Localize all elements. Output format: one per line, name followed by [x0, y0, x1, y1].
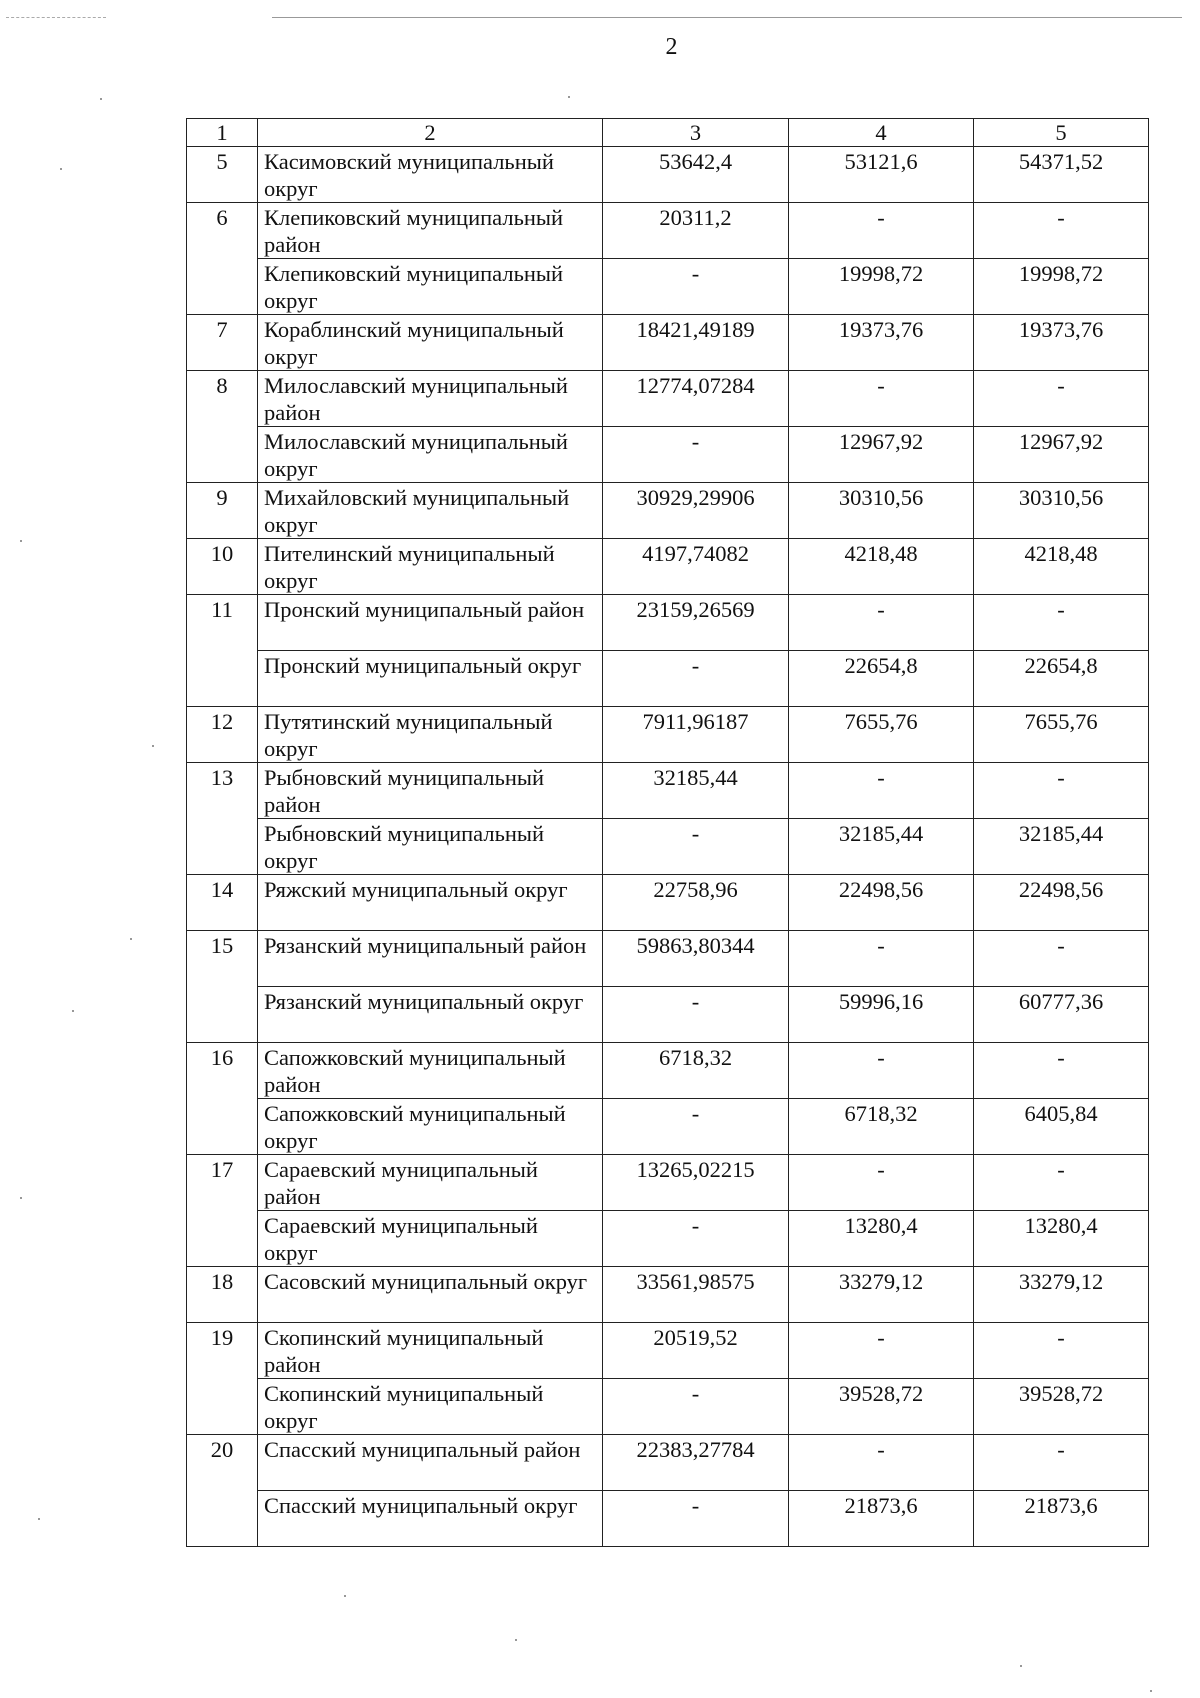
value-col5-cell: 4218,48	[974, 539, 1149, 595]
municipality-name-cell: Скопинский муниципальный район	[258, 1323, 603, 1379]
value-col3-cell: 23159,26569	[603, 595, 789, 651]
row-number-cell: 9	[187, 483, 258, 539]
row-number-cell: 20	[187, 1435, 258, 1547]
table-body	[187, 119, 1149, 1547]
header-cell-5: 5	[974, 119, 1149, 147]
row-number-cell: 13	[187, 763, 258, 875]
value-col5-cell: -	[974, 595, 1149, 651]
value-col4-cell: 21873,6	[789, 1491, 974, 1547]
table-row	[187, 931, 1149, 987]
table-row	[187, 595, 1149, 651]
value-col4-cell: 13280,4	[789, 1211, 974, 1267]
value-col5-cell: 30310,56	[974, 483, 1149, 539]
value-col3-cell: 30929,29906	[603, 483, 789, 539]
value-col3-cell: -	[603, 427, 789, 483]
table-row	[187, 1491, 1149, 1547]
value-col4-cell: -	[789, 595, 974, 651]
header-cell-3: 3	[603, 119, 789, 147]
row-number-cell: 8	[187, 371, 258, 483]
table-row	[187, 1435, 1149, 1491]
scan-edge-mark-left	[6, 17, 106, 18]
value-col3-cell: 18421,49189	[603, 315, 789, 371]
value-col4-cell: 19373,76	[789, 315, 974, 371]
table-row	[187, 371, 1149, 427]
value-col5-cell: 22654,8	[974, 651, 1149, 707]
header-cell-2: 2	[258, 119, 603, 147]
value-col3-cell: 20311,2	[603, 203, 789, 259]
row-number-cell: 5	[187, 147, 258, 203]
table-row	[187, 1211, 1149, 1267]
value-col3-cell: 22383,27784	[603, 1435, 789, 1491]
value-col3-cell: -	[603, 1211, 789, 1267]
scan-speck	[344, 1595, 346, 1597]
row-number-cell: 14	[187, 875, 258, 931]
value-col4-cell: 4218,48	[789, 539, 974, 595]
municipality-name-cell: Пронский муниципальный район	[258, 595, 603, 651]
page-number: 2	[665, 34, 678, 60]
value-col4-cell: 7655,76	[789, 707, 974, 763]
municipality-name-cell: Скопинский муниципальный округ	[258, 1379, 603, 1435]
municipality-name-cell: Пронский муниципальный округ	[258, 651, 603, 707]
scan-speck	[515, 1639, 517, 1641]
value-col4-cell: 22498,56	[789, 875, 974, 931]
table-row	[187, 147, 1149, 203]
table-row	[187, 987, 1149, 1043]
table-header-row	[187, 119, 1149, 147]
scan-speck	[130, 938, 132, 940]
value-col5-cell: 22498,56	[974, 875, 1149, 931]
municipality-name-cell: Кораблинский муниципальный округ	[258, 315, 603, 371]
value-col5-cell: -	[974, 1435, 1149, 1491]
value-col3-cell: 22758,96	[603, 875, 789, 931]
value-col3-cell: -	[603, 1099, 789, 1155]
value-col3-cell: 20519,52	[603, 1323, 789, 1379]
municipality-name-cell: Сапожковский муниципальный район	[258, 1043, 603, 1099]
municipality-name-cell: Пителинский муниципальный округ	[258, 539, 603, 595]
municipality-name-cell: Путятинский муниципальный округ	[258, 707, 603, 763]
value-col4-cell: -	[789, 1043, 974, 1099]
value-col4-cell: 30310,56	[789, 483, 974, 539]
value-col3-cell: 32185,44	[603, 763, 789, 819]
value-col4-cell: -	[789, 1323, 974, 1379]
municipality-name-cell: Касимовский муниципальный округ	[258, 147, 603, 203]
value-col5-cell: 13280,4	[974, 1211, 1149, 1267]
table-row	[187, 259, 1149, 315]
scan-edge-mark	[272, 17, 1182, 18]
municipality-name-cell: Ряжский муниципальный округ	[258, 875, 603, 931]
scan-speck	[100, 98, 102, 100]
municipality-name-cell: Сараевский муниципальный округ	[258, 1211, 603, 1267]
value-col5-cell: 33279,12	[974, 1267, 1149, 1323]
header-cell-4: 4	[789, 119, 974, 147]
value-col5-cell: -	[974, 1155, 1149, 1211]
value-col3-cell: 6718,32	[603, 1043, 789, 1099]
value-col4-cell: 59996,16	[789, 987, 974, 1043]
value-col3-cell: -	[603, 819, 789, 875]
value-col3-cell: 4197,74082	[603, 539, 789, 595]
row-number-cell: 15	[187, 931, 258, 1043]
value-col4-cell: 19998,72	[789, 259, 974, 315]
table-row	[187, 875, 1149, 931]
row-number-cell: 10	[187, 539, 258, 595]
value-col4-cell: -	[789, 763, 974, 819]
value-col5-cell: 12967,92	[974, 427, 1149, 483]
table-row	[187, 763, 1149, 819]
value-col5-cell: -	[974, 1043, 1149, 1099]
municipality-name-cell: Сасовский муниципальный округ	[258, 1267, 603, 1323]
value-col4-cell: 53121,6	[789, 147, 974, 203]
table-row	[187, 1043, 1149, 1099]
value-col4-cell: -	[789, 1155, 974, 1211]
value-col5-cell: 54371,52	[974, 147, 1149, 203]
municipality-name-cell: Клепиковский муниципальный округ	[258, 259, 603, 315]
value-col5-cell: 60777,36	[974, 987, 1149, 1043]
scan-speck	[568, 96, 570, 98]
table-row	[187, 1267, 1149, 1323]
scan-speck	[72, 1010, 74, 1012]
value-col3-cell: 59863,80344	[603, 931, 789, 987]
row-number-cell: 16	[187, 1043, 258, 1155]
value-col5-cell: -	[974, 763, 1149, 819]
value-col3-cell: -	[603, 651, 789, 707]
table-row	[187, 1099, 1149, 1155]
value-col5-cell: -	[974, 203, 1149, 259]
value-col5-cell: 6405,84	[974, 1099, 1149, 1155]
value-col5-cell: 7655,76	[974, 707, 1149, 763]
header-cell-1: 1	[187, 119, 258, 147]
value-col3-cell: 33561,98575	[603, 1267, 789, 1323]
table-row	[187, 427, 1149, 483]
table-row	[187, 315, 1149, 371]
municipality-name-cell: Рязанский муниципальный округ	[258, 987, 603, 1043]
value-col4-cell: 12967,92	[789, 427, 974, 483]
table-row	[187, 1323, 1149, 1379]
table-row	[187, 819, 1149, 875]
municipality-name-cell: Сапожковский муниципальный округ	[258, 1099, 603, 1155]
table-row	[187, 203, 1149, 259]
value-col5-cell: 32185,44	[974, 819, 1149, 875]
row-number-cell: 17	[187, 1155, 258, 1267]
data-table	[186, 118, 1149, 1547]
row-number-cell: 19	[187, 1323, 258, 1435]
value-col4-cell: -	[789, 1435, 974, 1491]
municipality-name-cell: Сараевский муниципальный район	[258, 1155, 603, 1211]
value-col3-cell: 7911,96187	[603, 707, 789, 763]
municipality-name-cell: Рыбновский муниципальный район	[258, 763, 603, 819]
value-col3-cell: 13265,02215	[603, 1155, 789, 1211]
value-col4-cell: 39528,72	[789, 1379, 974, 1435]
value-col5-cell: 19998,72	[974, 259, 1149, 315]
scan-speck	[152, 745, 154, 747]
municipality-name-cell: Милославский муниципальный район	[258, 371, 603, 427]
scan-speck	[1020, 1665, 1022, 1667]
table-row	[187, 539, 1149, 595]
municipality-name-cell: Милославский муниципальный округ	[258, 427, 603, 483]
municipality-name-cell: Спасский муниципальный округ	[258, 1491, 603, 1547]
row-number-cell: 11	[187, 595, 258, 707]
value-col4-cell: -	[789, 371, 974, 427]
value-col3-cell: -	[603, 987, 789, 1043]
value-col3-cell: 53642,4	[603, 147, 789, 203]
table-row	[187, 483, 1149, 539]
municipality-name-cell: Рыбновский муниципальный округ	[258, 819, 603, 875]
value-col4-cell: 22654,8	[789, 651, 974, 707]
value-col5-cell: 19373,76	[974, 315, 1149, 371]
table-row	[187, 1379, 1149, 1435]
value-col5-cell: 21873,6	[974, 1491, 1149, 1547]
municipality-name-cell: Клепиковский муниципальный район	[258, 203, 603, 259]
municipality-name-cell: Спасский муниципальный район	[258, 1435, 603, 1491]
value-col3-cell: 12774,07284	[603, 371, 789, 427]
value-col5-cell: -	[974, 931, 1149, 987]
value-col5-cell: -	[974, 1323, 1149, 1379]
row-number-cell: 18	[187, 1267, 258, 1323]
scan-speck	[20, 540, 22, 542]
table-row	[187, 1155, 1149, 1211]
municipality-name-cell: Михайловский муниципальный округ	[258, 483, 603, 539]
value-col4-cell: 33279,12	[789, 1267, 974, 1323]
value-col3-cell: -	[603, 259, 789, 315]
scan-speck	[1150, 1690, 1152, 1692]
row-number-cell: 7	[187, 315, 258, 371]
value-col4-cell: -	[789, 931, 974, 987]
table-row	[187, 707, 1149, 763]
value-col4-cell: -	[789, 203, 974, 259]
row-number-cell: 6	[187, 203, 258, 315]
scan-speck	[38, 1518, 40, 1520]
value-col5-cell: 39528,72	[974, 1379, 1149, 1435]
value-col5-cell: -	[974, 371, 1149, 427]
value-col3-cell: -	[603, 1491, 789, 1547]
municipality-name-cell: Рязанский муниципальный район	[258, 931, 603, 987]
value-col4-cell: 32185,44	[789, 819, 974, 875]
scan-speck	[60, 168, 62, 170]
scan-speck	[20, 1197, 22, 1199]
value-col4-cell: 6718,32	[789, 1099, 974, 1155]
table-row	[187, 651, 1149, 707]
value-col3-cell: -	[603, 1379, 789, 1435]
row-number-cell: 12	[187, 707, 258, 763]
